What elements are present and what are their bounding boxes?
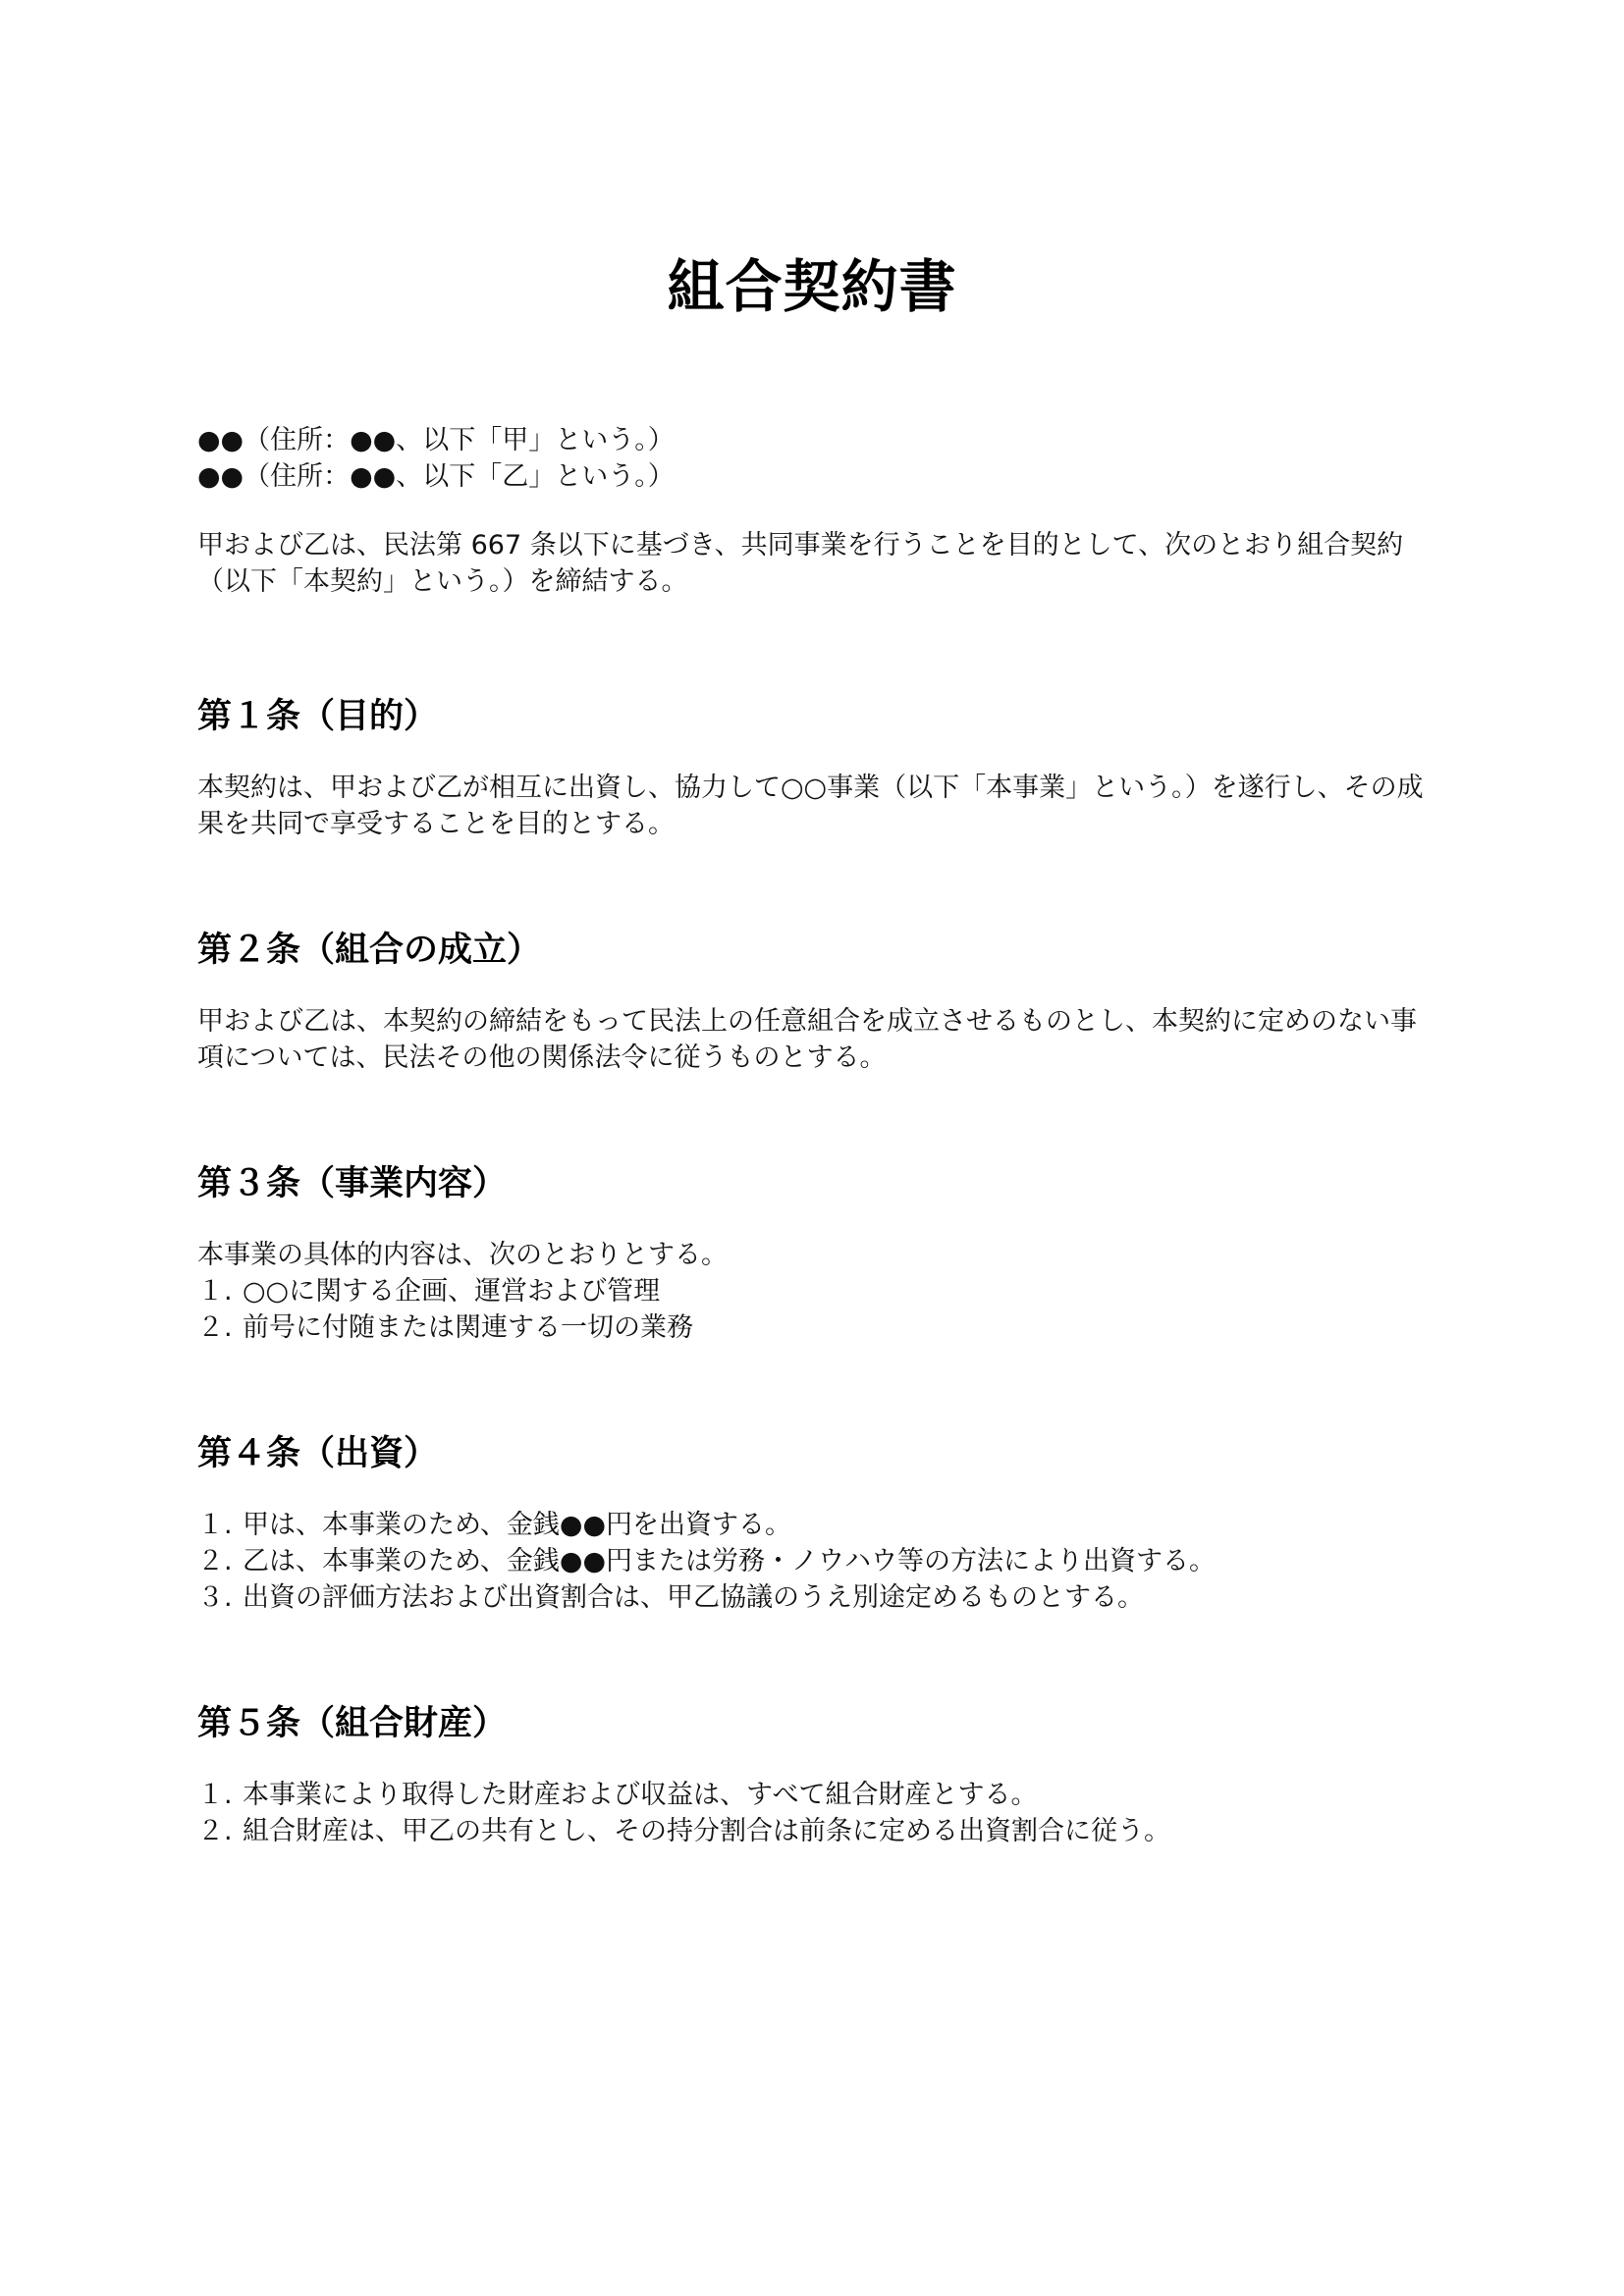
article-body xyxy=(197,1003,1435,1076)
item-number: ２. xyxy=(197,1546,233,1576)
item-number: ２. xyxy=(197,1312,233,1343)
list-item xyxy=(197,1309,1435,1346)
preamble-paragraph: 甲および乙は、民法第 667 条以下に基づき、共同事業を行うことを目的として、次のとおり組合契約（以下「本契約」という。）を締結する。 xyxy=(197,530,1404,597)
party-line: ●●（住所：●●、以下「乙」という。） xyxy=(197,461,675,492)
article-5 xyxy=(197,1700,1435,1849)
item-number: １. xyxy=(197,1780,233,1810)
item-number: １. xyxy=(197,1510,233,1540)
article-heading: 第３条（事業内容） xyxy=(197,1164,508,1203)
article-heading: 第５条（組合財産） xyxy=(197,1704,508,1743)
document-title: 組合契約書 xyxy=(667,253,957,320)
item-text: 出資の評価方法および出資割合は、甲乙協議のうえ別途定めるものとする。 xyxy=(243,1582,1144,1613)
article-text: 甲および乙は、本契約の締結をもって民法上の任意組合を成立させるものとし、本契約に定めのない事項については、民法その他の関係法令に従うものとする。 xyxy=(197,1006,1417,1073)
article-3 xyxy=(197,1160,1435,1346)
article-intro: 本事業の具体的内容は、次のとおりとする。 xyxy=(197,1240,728,1270)
article-4 xyxy=(197,1430,1435,1616)
article-2 xyxy=(197,927,1435,1076)
list-item xyxy=(197,1543,1435,1579)
item-number: ２. xyxy=(197,1816,233,1846)
article-1 xyxy=(197,693,1435,842)
article-body xyxy=(197,1777,1435,1849)
article-heading: 第４条（出資） xyxy=(197,1434,439,1473)
article-body xyxy=(197,1507,1435,1616)
article-heading: 第２条（組合の成立） xyxy=(197,931,542,970)
item-number: ３. xyxy=(197,1582,233,1613)
article-heading: 第１条（目的） xyxy=(197,697,439,736)
article-text: 本契約は、甲および乙が相互に出資し、協力して○○事業（以下「本事業」という。）を遂行し、その成果を共同で享受することを目的とする。 xyxy=(197,773,1424,839)
article-body xyxy=(197,770,1435,842)
item-text: 本事業により取得した財産および収益は、すべて組合財産とする。 xyxy=(243,1780,1038,1810)
list-item xyxy=(197,1813,1435,1849)
list-item xyxy=(197,1777,1435,1813)
item-text: 甲は、本事業のため、金銭●●円を出資する。 xyxy=(243,1510,792,1540)
document-body xyxy=(197,422,1435,1934)
item-text: ○○に関する企画、運営および管理 xyxy=(243,1276,661,1307)
item-text: 前号に付随または関連する一切の業務 xyxy=(243,1312,693,1343)
item-text: 乙は、本事業のため、金銭●●円または労務・ノウハウ等の方法により出資する。 xyxy=(243,1546,1217,1576)
article-body xyxy=(197,1237,1435,1346)
list-item xyxy=(197,1579,1435,1616)
list-item xyxy=(197,1273,1435,1309)
item-text: 組合財産は、甲乙の共有とし、その持分割合は前条に定める出資割合に従う。 xyxy=(243,1816,1170,1846)
item-number: １. xyxy=(197,1276,233,1307)
party-line: ●●（住所：●●、以下「甲」という。） xyxy=(197,425,675,455)
party-list xyxy=(197,422,1435,495)
list-item xyxy=(197,1507,1435,1543)
